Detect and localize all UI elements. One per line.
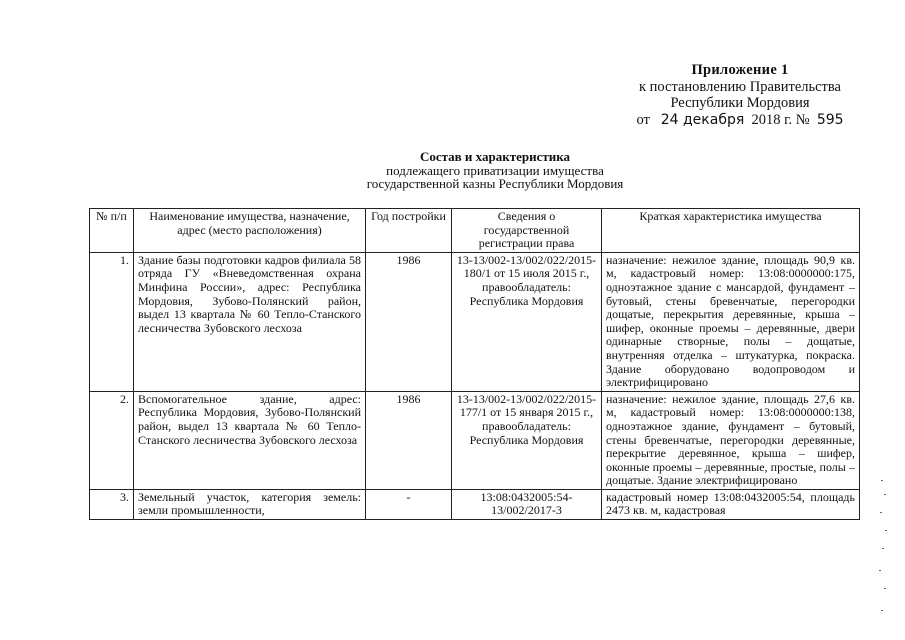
date-value: 24 декабря [660, 111, 745, 128]
property-name: Вспомогательное здание, адрес: Республика Мордовия, Зубово-Полянский район, выдел 13 квартала № 60 Тепло-Станского лесничества Зубовского лесхоза [134, 391, 366, 489]
date-year: 2018 г. № [751, 111, 810, 128]
build-year: 1986 [366, 391, 452, 489]
property-table [89, 208, 860, 520]
header-year: Год постройки [366, 209, 452, 253]
build-year: - [366, 489, 452, 519]
table-header-row [90, 209, 860, 253]
scan-specks [877, 460, 891, 640]
document-title: Состав и характеристика [419, 149, 571, 164]
row-number: 2. [90, 391, 134, 489]
document-number: 595 [816, 111, 844, 128]
appendix-line-2: Республики Мордовия [670, 95, 810, 111]
appendix-date-line [610, 112, 870, 129]
table-row [90, 391, 860, 489]
appendix-header [610, 62, 870, 128]
registration-info: 13-13/002-13/002/022/2015-177/1 от 15 января 2015 г., правообладатель: Республика Мордовия [452, 391, 602, 489]
appendix-title: Приложение 1 [691, 62, 789, 78]
row-number: 3. [90, 489, 134, 519]
table-row [90, 252, 860, 391]
header-registration: Сведения о государственной регистрации права [452, 209, 602, 253]
table-row [90, 489, 860, 519]
property-description: назначение: нежилое здание, площадь 27,6 кв. м, кадастровый номер: 13:08:0000000:138, одноэтажное здание, фундамент – бутовый, стены бревенчатые, перегородки деревянные, перекрытие деревянное, крыша – шифер, оконные проемы – деревянные, простые, полы – дощатые. Здание электрифицировано [602, 391, 860, 489]
header-num: № п/п [90, 209, 134, 253]
registration-info: 13-13/002-13/002/022/2015-180/1 от 15 июля 2015 г., правообладатель: Республика Мордовия [452, 252, 602, 391]
row-number: 1. [90, 252, 134, 391]
registration-info: 13:08:0432005:54-13/002/2017-3 [452, 489, 602, 519]
appendix-line-1: к постановлению Правительства [639, 78, 841, 95]
build-year: 1986 [366, 252, 452, 391]
date-prefix: от [636, 111, 650, 128]
property-description: кадастровый номер 13:08:0432005:54, площадь 2473 кв. м, кадастровая [602, 489, 860, 519]
property-description: назначение: нежилое здание, площадь 90,9 кв. м, кадастровый номер: 13:08:0000000:175, одноэтажное здание с мансардой, фундамент – бутовый, стены бревенчатые, перегородки дощатые, перекрытия деревянные, крыша – шифер, оконные проемы – деревянные, двери одинарные створные, полы – дощатые, внутренняя отделка – штукатурка, покраска. Здание оборудовано водопроводом и электрифицировано [602, 252, 860, 391]
property-name: Здание базы подготовки кадров филиала 58 отряда ГУ «Вневедомственная охрана Минфина России», адрес: Республика Мордовия, Зубово-Полянский район, выдел 13 квартала № 60 Тепло-Станского лесничества Зубовского лесхоза [134, 252, 366, 391]
document-heading [330, 150, 660, 191]
property-name: Земельный участок, категория земель: земли промышленности, [134, 489, 366, 519]
header-name: Наименование имущества, назначение, адрес (место расположения) [134, 209, 366, 253]
document-subtitle-1: подлежащего приватизации имущества [386, 162, 604, 178]
document-subtitle-2: государственной казны Республики Мордовия [366, 176, 624, 191]
header-description: Краткая характеристика имущества [602, 209, 860, 253]
